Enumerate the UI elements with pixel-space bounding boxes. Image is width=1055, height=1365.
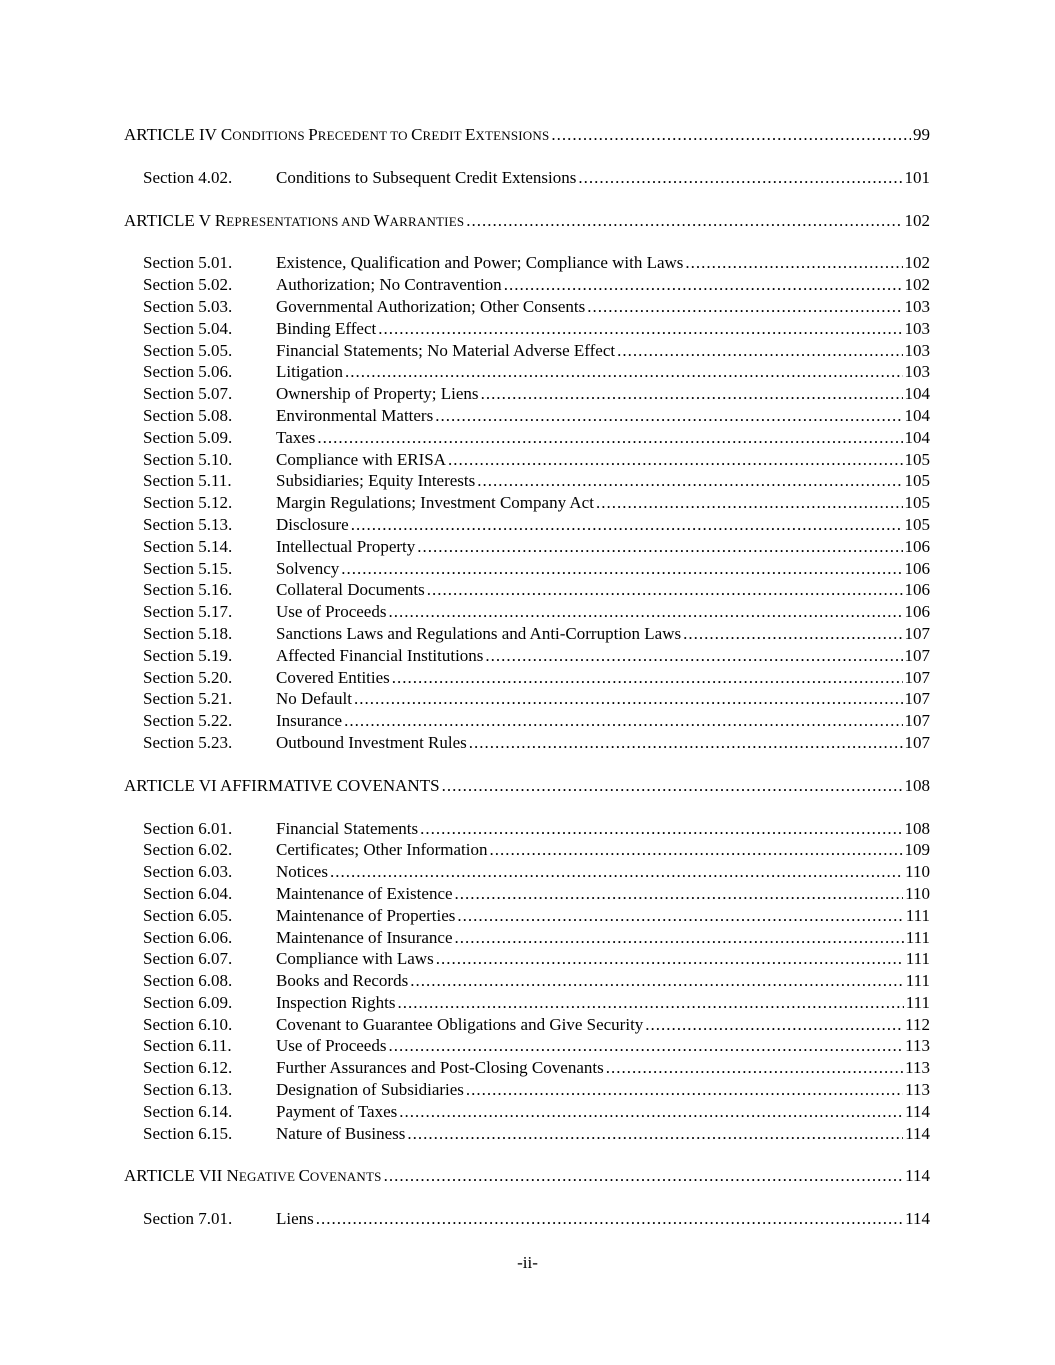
dot-leader <box>420 818 902 840</box>
section-number: Section 6.09. <box>143 992 233 1012</box>
article-title-segment: R <box>214 210 227 230</box>
article-heading <box>124 210 464 233</box>
section-number: Section 5.10. <box>143 449 233 469</box>
section-number: Section 7.01. <box>143 1209 233 1229</box>
page-reference: 110 <box>905 883 930 903</box>
toc-article-entry[interactable] <box>124 1165 930 1187</box>
dot-leader <box>596 492 903 514</box>
section-number: Section 5.18. <box>143 623 233 643</box>
section-title: Maintenance of Properties <box>276 905 456 925</box>
section-title: Solvency <box>276 558 340 578</box>
dot-leader <box>435 405 902 427</box>
section-number: Section 5.16. <box>143 580 233 600</box>
toc-spacer <box>124 231 930 252</box>
article-title-segment: EGATIVE <box>238 1169 299 1185</box>
section-title: Liens <box>276 1209 314 1229</box>
dot-leader <box>354 688 902 710</box>
dot-leader <box>442 775 903 797</box>
page-reference: 105 <box>904 514 930 534</box>
dot-leader <box>436 948 904 970</box>
section-number: Section 5.11. <box>143 471 232 491</box>
dot-leader <box>481 383 903 405</box>
section-number: Section 5.19. <box>143 645 233 665</box>
toc-article-entry[interactable] <box>124 124 930 146</box>
article-title-segment: W <box>373 210 390 230</box>
section-title: Financial Statements; No Material Adverse Effect <box>276 340 616 360</box>
section-number: Section 5.03. <box>143 296 233 316</box>
toc-section-entry[interactable] <box>124 1014 930 1036</box>
toc-section-entry[interactable] <box>124 427 930 449</box>
dot-leader <box>384 1165 904 1187</box>
article-label: ARTICLE VII <box>124 1166 223 1186</box>
section-number: Section 5.21. <box>143 689 233 709</box>
toc-section-entry[interactable] <box>124 340 930 362</box>
section-title: Ownership of Property; Liens <box>276 384 479 404</box>
dot-leader <box>617 340 902 362</box>
page-reference: 107 <box>904 689 930 709</box>
section-title: Further Assurances and Post-Closing Covenants <box>276 1058 604 1078</box>
page-reference: 114 <box>905 1101 930 1121</box>
page-reference: 106 <box>904 602 930 622</box>
toc-spacer <box>124 797 930 818</box>
toc-section-entry[interactable] <box>124 1101 930 1123</box>
section-number: Section 6.06. <box>143 927 233 947</box>
page-reference: 104 <box>904 427 930 447</box>
page-reference: 107 <box>904 732 930 752</box>
article-title-segment: ONDITIONS <box>232 128 309 143</box>
article-title-segment: REDIT <box>422 128 465 143</box>
toc-spacer <box>124 754 930 775</box>
page-reference: 114 <box>905 1123 930 1143</box>
section-title: Collateral Documents <box>276 580 425 600</box>
page-reference: 106 <box>904 558 930 578</box>
section-number: Section 6.05. <box>143 905 233 925</box>
page-number-footer: -ii- <box>517 1253 538 1272</box>
toc-section-entry[interactable] <box>124 1035 930 1057</box>
section-title: Authorization; No Contravention <box>276 275 502 295</box>
section-number: Section 6.15. <box>143 1123 233 1143</box>
toc-section-entry[interactable] <box>124 579 930 601</box>
section-title: Binding Effect <box>276 318 377 338</box>
toc-section-entry[interactable] <box>124 645 930 667</box>
section-title: Maintenance of Insurance <box>276 927 453 947</box>
section-number: Section 5.07. <box>143 384 233 404</box>
page-reference: 103 <box>904 296 930 316</box>
article-title-segment: P <box>308 125 318 144</box>
section-title: Affected Financial Institutions <box>276 645 484 665</box>
section-title: Certificates; Other Information <box>276 840 488 860</box>
page-reference: 106 <box>904 536 930 556</box>
section-number: Section 6.07. <box>143 949 233 969</box>
dot-leader <box>317 427 902 449</box>
toc-spacer <box>124 1187 930 1208</box>
section-number: Section 5.22. <box>143 711 233 731</box>
section-title: Nature of Business <box>276 1123 406 1143</box>
dot-leader <box>551 124 911 146</box>
page-reference: 105 <box>904 449 930 469</box>
article-title-segment: C <box>298 1166 310 1186</box>
page-reference: 103 <box>904 318 930 338</box>
page-reference: 109 <box>904 840 930 860</box>
dot-leader <box>392 667 903 689</box>
toc-section-entry[interactable] <box>124 948 930 970</box>
section-title: Use of Proceeds <box>276 1036 387 1056</box>
section-number: Section 6.01. <box>143 818 233 838</box>
section-number: Section 5.01. <box>143 253 233 273</box>
table-of-contents <box>124 124 930 1230</box>
section-title: Financial Statements <box>276 818 419 838</box>
section-title: Subsidiaries; Equity Interests <box>276 471 476 491</box>
toc-section-entry[interactable] <box>124 470 930 492</box>
section-title: Designation of Subsidiaries <box>276 1080 464 1100</box>
dot-leader <box>316 1208 903 1230</box>
page-reference: 113 <box>905 1058 930 1078</box>
page-reference: 107 <box>904 623 930 643</box>
page-reference: 105 <box>904 471 930 491</box>
toc-article-entry[interactable] <box>124 210 930 232</box>
toc-section-entry[interactable] <box>124 861 930 883</box>
dot-leader <box>685 252 902 274</box>
dot-leader <box>466 210 902 232</box>
toc-section-entry[interactable] <box>124 383 930 405</box>
section-number: Section 6.04. <box>143 883 233 903</box>
section-title: Covenant to Guarantee Obligations and Give Security <box>276 1014 644 1034</box>
dot-leader <box>397 992 903 1014</box>
article-title-segment: C <box>411 125 423 144</box>
dot-leader <box>578 167 902 189</box>
page-reference: 102 <box>904 253 930 273</box>
page-reference: 107 <box>904 667 930 687</box>
section-title: No Default <box>276 689 353 709</box>
toc-section-entry[interactable] <box>124 274 930 296</box>
section-title: Existence, Qualification and Power; Compliance with Laws <box>276 253 684 273</box>
page-reference: 108 <box>904 818 930 838</box>
section-title: Use of Proceeds <box>276 602 387 622</box>
page-reference: 106 <box>904 580 930 600</box>
page-reference: 105 <box>904 493 930 513</box>
toc-section-entry[interactable] <box>124 1123 930 1145</box>
section-number: Section 5.13. <box>143 514 233 534</box>
toc-section-entry[interactable] <box>124 167 930 189</box>
section-title: Environmental Matters <box>276 405 434 425</box>
page-reference: 101 <box>904 167 930 187</box>
toc-article-entry[interactable] <box>124 775 930 797</box>
dot-leader <box>448 449 903 471</box>
toc-section-entry[interactable] <box>124 927 930 949</box>
section-number: Section 6.03. <box>143 862 233 882</box>
toc-section-entry[interactable] <box>124 492 930 514</box>
section-title: Taxes <box>276 427 316 447</box>
section-title: Payment of Taxes <box>276 1101 398 1121</box>
toc-section-entry[interactable] <box>124 536 930 558</box>
page-reference: 104 <box>904 384 930 404</box>
article-title-segment: E <box>465 125 476 144</box>
page-reference: 102 <box>904 275 930 295</box>
section-number: Section 6.10. <box>143 1014 233 1034</box>
section-title: Inspection Rights <box>276 992 396 1012</box>
toc-section-entry[interactable] <box>124 514 930 536</box>
section-number: Section 5.14. <box>143 536 233 556</box>
page-reference: 104 <box>904 405 930 425</box>
article-title-segment: EPRESENTATIONS AND <box>226 213 374 229</box>
toc-section-entry[interactable] <box>124 1057 930 1079</box>
page-reference: 113 <box>905 1080 930 1100</box>
dot-leader <box>455 927 904 949</box>
toc-section-entry[interactable] <box>124 688 930 710</box>
section-number: Section 5.20. <box>143 667 233 687</box>
section-number: Section 6.14. <box>143 1101 233 1121</box>
dot-leader <box>417 536 902 558</box>
page-reference: 107 <box>904 645 930 665</box>
toc-section-entry[interactable] <box>124 623 930 645</box>
article-label: ARTICLE V <box>124 210 211 230</box>
dot-leader <box>466 1079 903 1101</box>
dot-leader <box>341 558 902 580</box>
section-title: Conditions to Subsequent Credit Extensions <box>276 167 577 187</box>
dot-leader <box>469 732 903 754</box>
section-title: Disclosure <box>276 514 349 534</box>
page-reference: 108 <box>904 775 930 795</box>
page-reference: 111 <box>905 971 930 991</box>
section-number: Section 6.13. <box>143 1080 233 1100</box>
page-reference: 112 <box>905 1014 930 1034</box>
toc-section-entry[interactable] <box>124 361 930 383</box>
toc-section-entry[interactable] <box>124 296 930 318</box>
section-title: Compliance with Laws <box>276 949 434 969</box>
section-title: Insurance <box>276 711 343 731</box>
section-number: Section 5.12. <box>143 493 233 513</box>
article-title-segment: OVENANTS <box>309 1169 382 1185</box>
article-title-segment: C <box>220 125 233 144</box>
page-reference: 110 <box>905 862 930 882</box>
dot-leader <box>489 839 902 861</box>
toc-section-entry[interactable] <box>124 839 930 861</box>
toc-section-entry[interactable] <box>124 1208 930 1230</box>
page-reference: 111 <box>905 905 930 925</box>
article-label: ARTICLE IV <box>124 125 217 144</box>
page-reference: 113 <box>905 1036 930 1056</box>
page-reference: 114 <box>905 1166 930 1186</box>
toc-spacer <box>124 1144 930 1165</box>
section-number: Section 5.17. <box>143 602 233 622</box>
section-title: Intellectual Property <box>276 536 416 556</box>
dot-leader <box>587 296 902 318</box>
toc-section-entry[interactable] <box>124 667 930 689</box>
toc-section-entry[interactable] <box>124 710 930 732</box>
toc-section-entry[interactable] <box>124 992 930 1014</box>
article-label: ARTICLE VI <box>124 775 217 795</box>
toc-section-entry[interactable] <box>124 558 930 580</box>
dot-leader <box>427 579 903 601</box>
toc-section-entry[interactable] <box>124 905 930 927</box>
toc-section-entry[interactable] <box>124 732 930 754</box>
dot-leader <box>504 274 903 296</box>
dot-leader <box>378 318 902 340</box>
dot-leader <box>410 970 904 992</box>
section-number: Section 5.04. <box>143 318 233 338</box>
dot-leader <box>388 601 902 623</box>
page-reference: 99 <box>913 125 930 144</box>
section-number: Section 5.23. <box>143 732 233 752</box>
toc-section-entry[interactable] <box>124 252 930 274</box>
page-reference: 111 <box>905 927 930 947</box>
section-title: Outbound Investment Rules <box>276 732 467 752</box>
toc-section-entry[interactable] <box>124 449 930 471</box>
section-number: Section 5.15. <box>143 558 233 578</box>
section-number: Section 5.09. <box>143 427 233 447</box>
section-number: Section 6.02. <box>143 840 233 860</box>
section-title: Governmental Authorization; Other Consents <box>276 296 586 316</box>
section-title: Maintenance of Existence <box>276 883 453 903</box>
section-title: Sanctions Laws and Regulations and Anti-Corruption Laws <box>276 623 682 643</box>
article-heading <box>124 1165 382 1188</box>
dot-leader <box>485 645 902 667</box>
page-reference: 103 <box>904 362 930 382</box>
dot-leader <box>351 514 903 536</box>
section-number: Section 5.02. <box>143 275 233 295</box>
article-title-segment: ARRANTIES <box>389 213 465 229</box>
article-title-segment: XTENSIONS <box>475 128 550 143</box>
dot-leader <box>344 710 902 732</box>
toc-spacer <box>124 189 930 210</box>
page-reference: 102 <box>904 210 930 230</box>
article-heading <box>124 775 440 797</box>
section-number: Section 5.08. <box>143 405 233 425</box>
dot-leader <box>399 1101 903 1123</box>
page-reference: 111 <box>905 992 930 1012</box>
dot-leader <box>455 883 904 905</box>
page-reference: 103 <box>904 340 930 360</box>
toc-section-entry[interactable] <box>124 601 930 623</box>
section-title: Books and Records <box>276 971 409 991</box>
dot-leader <box>683 623 902 645</box>
page-reference: 107 <box>904 711 930 731</box>
toc-section-entry[interactable] <box>124 318 930 340</box>
dot-leader <box>645 1014 903 1036</box>
section-number: Section 6.12. <box>143 1058 233 1078</box>
section-title: Litigation <box>276 362 344 382</box>
article-title: AFFIRMATIVE COVENANTS <box>219 775 440 795</box>
article-heading <box>124 124 549 147</box>
section-title: Compliance with ERISA <box>276 449 446 469</box>
section-title: Notices <box>276 862 328 882</box>
article-title-segment: RECEDENT TO <box>317 128 412 143</box>
section-title: Margin Regulations; Investment Company Act <box>276 493 594 513</box>
dot-leader <box>388 1035 903 1057</box>
dot-leader <box>345 361 902 383</box>
section-title: Covered Entities <box>276 667 390 687</box>
dot-leader <box>407 1123 903 1145</box>
toc-section-entry[interactable] <box>124 818 930 840</box>
dot-leader <box>606 1057 903 1079</box>
article-title-segment: N <box>226 1166 239 1186</box>
section-number: Section 4.02. <box>143 167 233 187</box>
page-reference: 111 <box>905 949 930 969</box>
section-number: Section 6.08. <box>143 971 233 991</box>
toc-section-entry[interactable] <box>124 883 930 905</box>
section-number: Section 5.05. <box>143 340 233 360</box>
toc-section-entry[interactable] <box>124 970 930 992</box>
dot-leader <box>477 470 902 492</box>
toc-section-entry[interactable] <box>124 405 930 427</box>
dot-leader <box>457 905 903 927</box>
toc-section-entry[interactable] <box>124 1079 930 1101</box>
dot-leader <box>330 861 903 883</box>
toc-spacer <box>124 146 930 167</box>
section-number: Section 5.06. <box>143 362 233 382</box>
page-reference: 114 <box>905 1209 930 1229</box>
section-number: Section 6.11. <box>143 1036 232 1056</box>
